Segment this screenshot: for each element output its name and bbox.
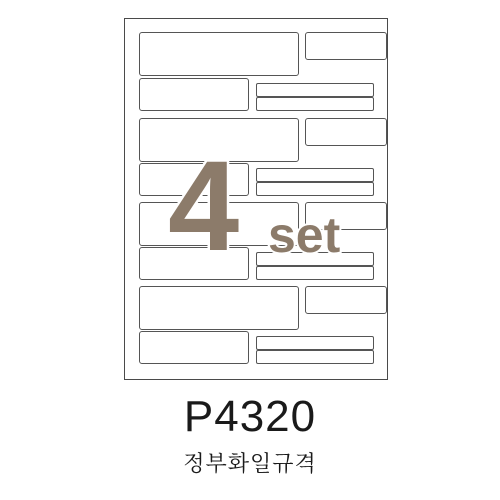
label-medium [139,331,249,364]
label-small [305,202,387,230]
label-large [139,286,299,330]
label-large [139,32,299,76]
label-medium [139,247,249,280]
label-small [305,118,387,146]
label-strip [256,83,374,97]
label-strip [256,266,374,280]
label-sheet [124,18,388,380]
label-medium [139,163,249,196]
product-subtitle: 정부화일규격 [183,452,317,477]
label-large [139,202,299,246]
label-strip [256,168,374,182]
label-strip [256,336,374,350]
label-strip [256,182,374,196]
label-small [305,32,387,60]
label-strip [256,97,374,111]
label-large [139,118,299,162]
badge-number: 4 [168,135,240,278]
label-strip [256,350,374,364]
label-medium [139,78,249,111]
product-code: P4320 [183,392,317,441]
label-strip [256,252,374,266]
label-small [305,286,387,314]
badge-suffix: set [268,207,341,263]
